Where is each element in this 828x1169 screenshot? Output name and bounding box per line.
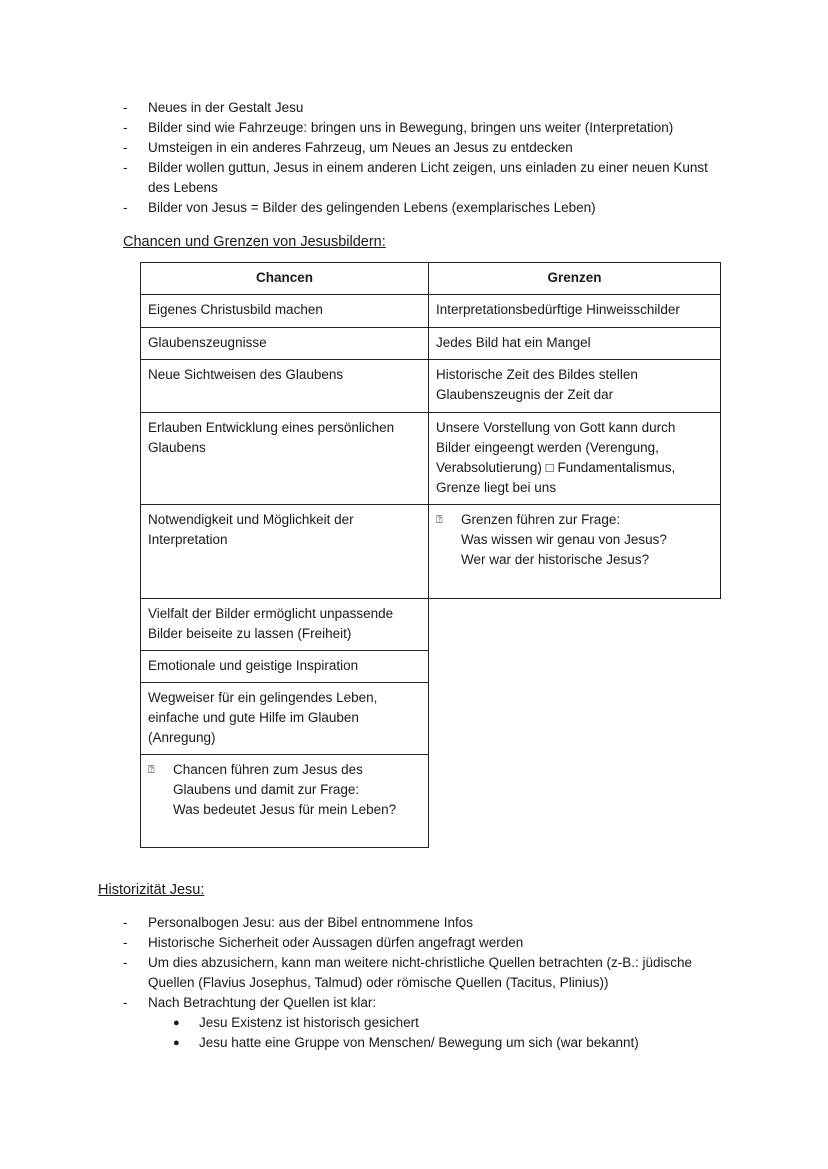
arrow-glyph-icon: ⍰ [148, 764, 155, 776]
list-item: - Neues in der Gestalt Jesu [123, 98, 733, 118]
conclusion-list [173, 1013, 723, 1053]
table-cell: Vielfalt der Bilder ermöglicht unpassende Bilder beiseite zu lassen (Freiheit) [141, 599, 429, 651]
intro-list [123, 98, 733, 218]
table-cell: Wegweiser für ein gelingendes Leben, einfache und gute Hilfe im Glauben (Anregung) [141, 683, 429, 755]
bullet-dash: - [123, 100, 128, 115]
bullet-dot-icon: ● [173, 1037, 180, 1049]
bullet-dash: - [123, 120, 128, 135]
chancen-note-cell: ⍰ Chancen führen zum Jesus des Glaubens und damit zur Frage: Was bedeutet Jesus für mein Leben? [141, 755, 429, 848]
bullet-dash: - [123, 160, 128, 175]
bullet-dash: - [123, 140, 128, 155]
table-cell: Neue Sichtweisen des Glaubens [141, 360, 429, 413]
table-cell: Eigenes Christusbild machen [141, 295, 429, 328]
bullet-dash: - [123, 200, 128, 215]
list-item: ● Jesu hatte eine Gruppe von Menschen/ Bewegung um sich (war bekannt) [173, 1033, 723, 1053]
bullet-dot-icon: ● [173, 1017, 180, 1029]
grenzen-note-cell: ⍰ Grenzen führen zur Frage: Was wissen wir genau von Jesus? Wer war der historische Jesus? [429, 505, 721, 599]
bullet-dash: - [123, 935, 128, 950]
arrow-glyph-icon: ⍰ [436, 514, 443, 526]
list-item: ● Jesu Existenz ist historisch gesichert [173, 1013, 723, 1033]
table-cell: Emotionale und geistige Inspiration [141, 651, 429, 683]
bullet-dash: - [123, 955, 128, 970]
list-item: - Nach Betrachtung der Quellen ist klar: ● Jesu Existenz ist historisch gesichert ● Jesu hatte eine Gruppe von Menschen/ Bewegung um sich (war bekannt) [123, 993, 723, 1053]
table-cell: Glaubenszeugnisse [141, 328, 429, 360]
list-item: - Historische Sicherheit oder Aussagen dürfen angefragt werden [123, 933, 723, 953]
table-cell: Notwendigkeit und Möglichkeit der Interpretation [141, 505, 429, 599]
table-cell: Jedes Bild hat ein Mangel [429, 328, 721, 360]
list-item: - Personalbogen Jesu: aus der Bibel entnommene Infos [123, 913, 723, 933]
historicity-heading: Historizität Jesu: [98, 882, 205, 898]
table-cell: Interpretationsbedürftige Hinweisschilder [429, 295, 721, 328]
table-cell: Unsere Vorstellung von Gott kann durch Bilder eingeengt werden (Verengung, Verabsolutierung) □ Fundamentalismus, Grenze liegt bei uns [429, 413, 721, 505]
list-item: - Umsteigen in ein anderes Fahrzeug, um Neues an Jesus zu entdecken [123, 138, 733, 158]
table-cell: Erlauben Entwicklung eines persönlichen Glaubens [141, 413, 429, 505]
chancen-grenzen-table [140, 262, 721, 848]
list-item: - Bilder wollen guttun, Jesus in einem anderen Licht zeigen, uns einladen zu einer neuen Kunst des Lebens [123, 160, 708, 195]
column-header-grenzen: Grenzen [429, 263, 721, 295]
table-cell: Historische Zeit des Bildes stellen Glaubenszeugnis der Zeit dar [429, 360, 721, 413]
list-item: - Bilder sind wie Fahrzeuge: bringen uns in Bewegung, bringen uns weiter (Interpretation) [123, 118, 733, 138]
bullet-dash: - [123, 995, 128, 1010]
bullet-dash: - [123, 915, 128, 930]
table-heading: Chancen und Grenzen von Jesusbildern: [123, 234, 386, 250]
historicity-list [123, 913, 723, 1053]
list-item: - Bilder von Jesus = Bilder des gelingenden Lebens (exemplarisches Leben) [123, 198, 733, 218]
list-item: - Um dies abzusichern, kann man weitere nicht-christliche Quellen betrachten (z-B.: jüdische Quellen (Flavius Josephus, Talmud) oder römische Quellen (Tacitus, Plinius)) [123, 955, 693, 990]
column-header-chancen: Chancen [141, 263, 429, 295]
